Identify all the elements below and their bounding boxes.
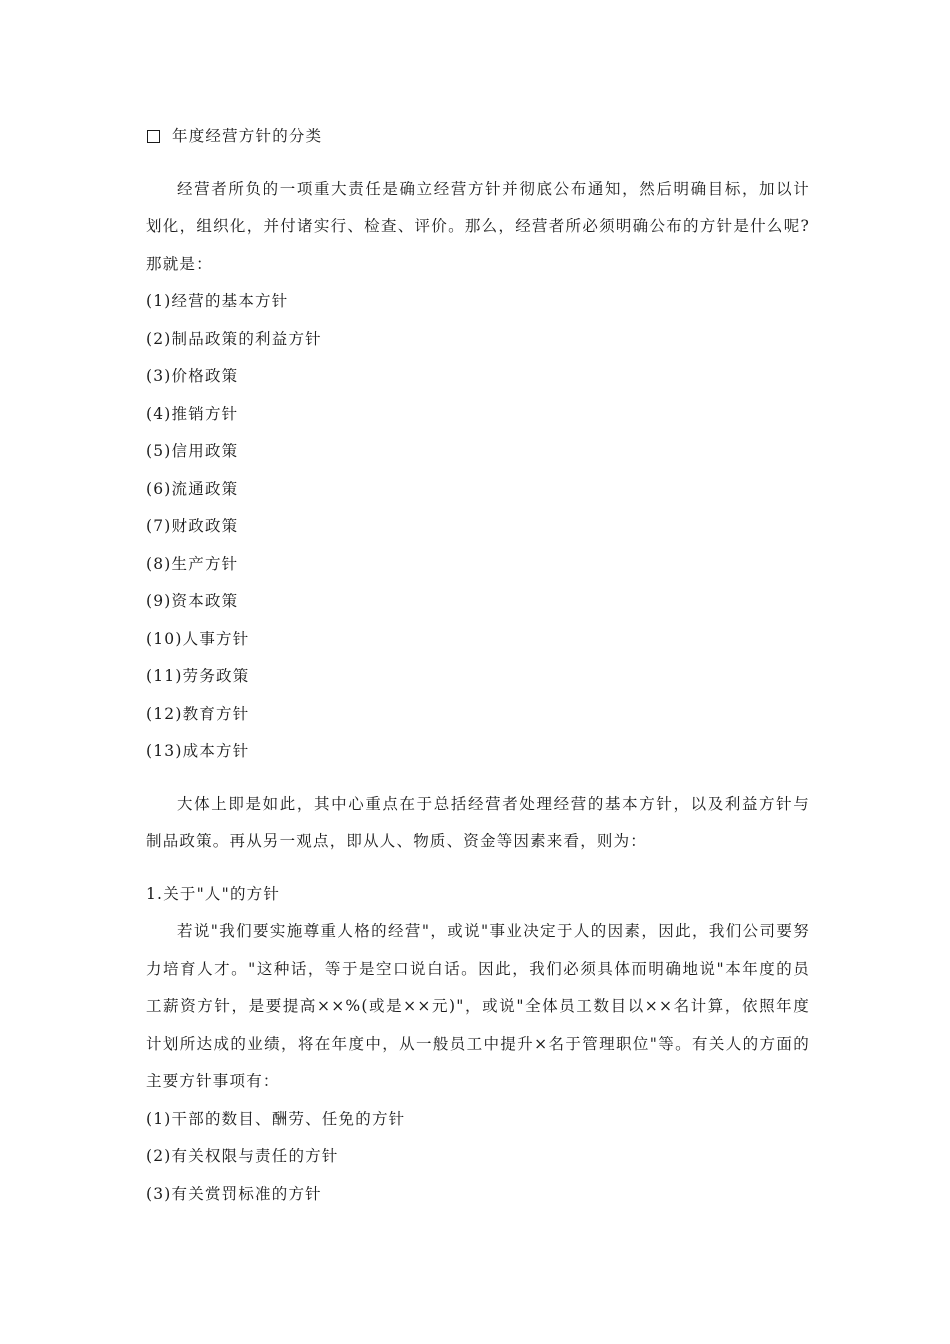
heading-text: 年度经营方针的分类 [172, 127, 323, 145]
list-item: (13)成本方针 [146, 742, 250, 760]
list-item: (1)干部的数目、酬劳、任免的方针 [146, 1109, 406, 1128]
list-item: (8)生产方针 [146, 554, 239, 573]
policy-list [146, 283, 810, 771]
list-item: (5)信用政策 [146, 442, 239, 460]
list-item: (3)有关赏罚标准的方针 [146, 1184, 322, 1203]
list-item: (4)推销方针 [146, 404, 239, 423]
section-title: 1.关于"人"的方针 [146, 884, 281, 903]
list-item: (11)劳务政策 [146, 667, 250, 685]
list-item: (3)价格政策 [146, 367, 239, 385]
list-item: (1)经营的基本方针 [146, 292, 289, 310]
section-heading [146, 118, 810, 156]
list-item: (7)财政政策 [146, 517, 239, 535]
list-item: (2)有关权限与责任的方针 [146, 1147, 339, 1165]
list-item: (2)制品政策的利益方针 [146, 329, 322, 348]
section-body: 若说"我们要实施尊重人格的经营"，或说"事业决定于人的因素，因此，我们公司要努力培育人才。"这种话，等于是空口说白话。因此，我们必须具体而明确地说"本年度的员工薪资方针，是要提高××%(或是××元)"，或说"全体员工数目以××名计算，依照年度计划所达成的业绩，将在年度中，从一般员工中提升×名于管理职位"等。有关人的方面的主要方针事项有： [146, 922, 810, 1090]
section-items [146, 1101, 810, 1214]
checkbox-icon [147, 130, 160, 143]
list-item: (6)流通政策 [146, 479, 239, 498]
intro-paragraph: 经营者所负的一项重大责任是确立经营方针并彻底公布通知，然后明确目标，加以计划化，组织化，并付诸实行、检查、评价。那么，经营者所必须明确公布的方针是什么呢?那就是： [146, 179, 810, 273]
list-item: (9)资本政策 [146, 592, 239, 610]
list-item: (10)人事方针 [146, 629, 250, 648]
document-page [146, 118, 810, 1213]
summary-paragraph: 大体上即是如此，其中心重点在于总括经营者处理经营的基本方针，以及利益方针与制品政策。再从另一观点，即从人、物质、资金等因素来看，则为： [146, 794, 810, 850]
list-item: (12)教育方针 [146, 704, 250, 723]
